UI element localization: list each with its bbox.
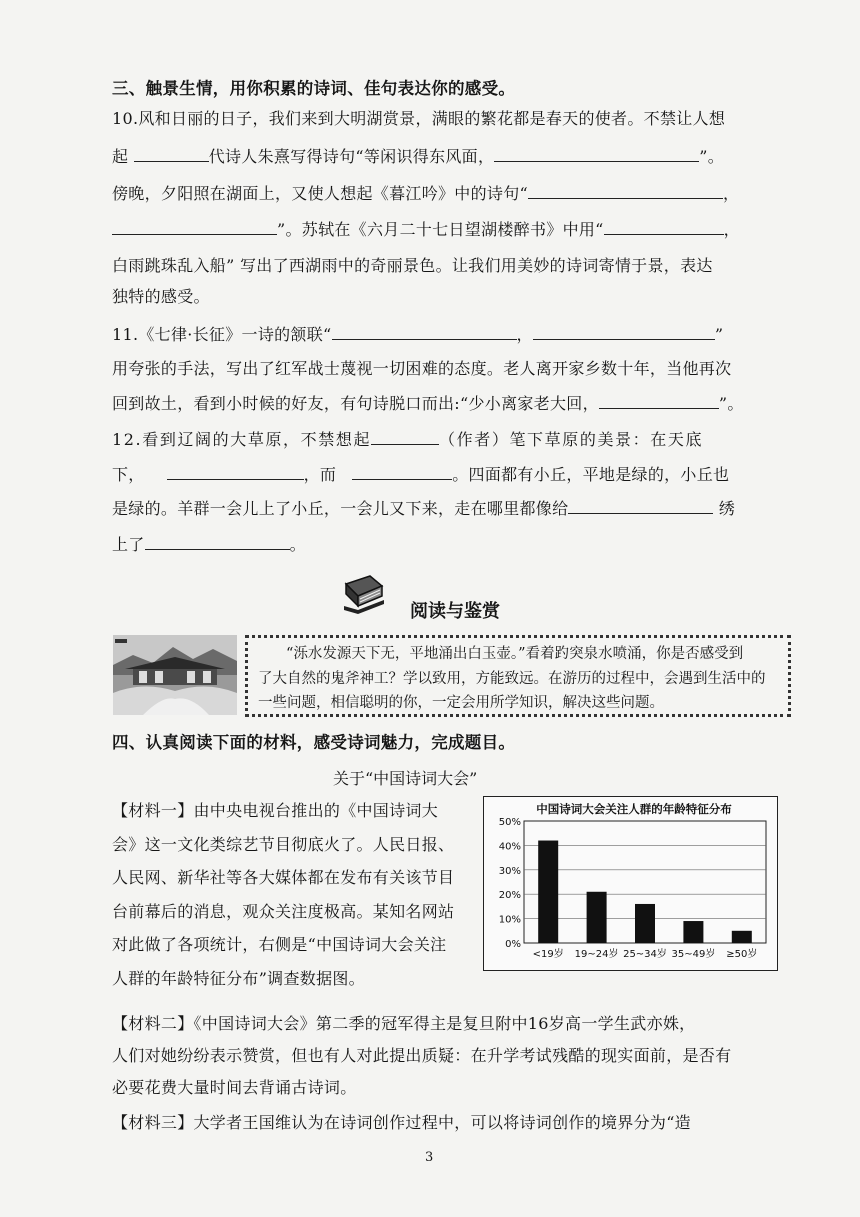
m1-line-4: 台前幕后的消息，观众关注度极高。某知名网站 <box>112 902 455 921</box>
page-number: 3 <box>425 1150 434 1165</box>
q10-line1: 10.风和日丽的日子，我们来到大明湖赏景，满眼的繁花都是春天的使者。不禁让人想 <box>112 109 726 128</box>
intro-line-3: 一些问题，相信聪明的你，一定会用所学知识，解决这些问题。 <box>258 695 664 711</box>
age-distribution-chart <box>483 796 778 971</box>
q12-line2: 下， ，而 。四面都有小丘，平地是绿的，小丘也 <box>112 465 730 484</box>
pavilion-photo <box>113 635 237 715</box>
y-tick-label: 40% <box>498 841 521 853</box>
m2-line-3: 必要花费大量时间去背诵古诗词。 <box>112 1078 357 1097</box>
blank-q10-b[interactable] <box>528 182 723 199</box>
section4-heading: 四、认真阅读下面的材料，感受诗词魅力，完成题目。 <box>112 733 516 752</box>
m1-line-3: 人民网、新华社等各大媒体都在发布有关该节目 <box>112 868 455 887</box>
m1-line-1: 【材料一】由中央电视台推出的《中国诗词大 <box>112 801 439 820</box>
q11-line3: 回到故土，看到小时候的好友，有句诗脱口而出:“少小离家老大回， ”。 <box>112 394 744 413</box>
blank-q12-a[interactable] <box>167 463 304 480</box>
section3-heading: 三、触景生情，用你积累的诗词、佳句表达你的感受。 <box>112 79 516 98</box>
book-icon <box>340 572 386 616</box>
x-tick-label: <19岁 <box>532 949 564 960</box>
q11-line2: 用夸张的手法，写出了红军战士蔑视一切困难的态度。老人离开家乡数十年，当他再次 <box>112 359 732 378</box>
blank-q10-d[interactable] <box>604 218 724 235</box>
intro-line-1: “泺水发源天下无，平地涌出白玉壶。”看着趵突泉水喷涌，你是否感受到 <box>286 646 744 662</box>
y-tick-label: 30% <box>498 865 521 877</box>
m2-line-2: 人们对她纷纷表示赞赏，但也有人对此提出质疑：在升学考试残酷的现实面前，是否有 <box>112 1046 732 1065</box>
q10-line6: 独特的感受。 <box>112 287 210 306</box>
y-tick-label: 50% <box>498 817 521 828</box>
q11-line1: 11.《七律·长征》一诗的颔联“ ， ” <box>112 325 724 344</box>
section-banner-title: 阅读与鉴赏 <box>410 601 500 622</box>
q10-line2: 起 代诗人朱熹写得诗句“等闲识得东风面， ”。 <box>112 147 725 166</box>
x-tick-label: 25~34岁 <box>623 949 667 960</box>
q10-line3: 傍晚，夕阳照在湖面上，又使人想起《暮江吟》中的诗句“ ， <box>112 184 740 203</box>
blank-author[interactable] <box>371 428 439 445</box>
m2-line-1: 【材料二】《中国诗词大会》第二季的冠军得主是复旦附中16岁高一学生武亦姝， <box>112 1014 696 1033</box>
blank-q12-c[interactable] <box>568 497 713 514</box>
blank-dynasty[interactable] <box>134 145 209 162</box>
m1-line-6: 人群的年龄特征分布”调查数据图。 <box>112 969 365 988</box>
intro-box <box>245 635 791 717</box>
m1-line-2: 会》这一文化类综艺节目彻底火了。人民日报、 <box>112 835 455 854</box>
blank-q10-c[interactable] <box>112 218 277 235</box>
q12-line4: 上了 。 <box>112 535 306 554</box>
blank-q10-a[interactable] <box>494 145 699 162</box>
blank-q11-c[interactable] <box>599 392 719 409</box>
y-tick-label: 0% <box>505 939 521 950</box>
blank-q11-a[interactable] <box>332 323 517 340</box>
y-tick-label: 10% <box>498 914 521 926</box>
x-tick-label: ≥50岁 <box>726 949 758 960</box>
bar-3 <box>635 904 655 943</box>
material-subtitle: 关于“中国诗词大会” <box>333 769 478 788</box>
q10-line4: ”。苏轼在《六月二十七日望湖楼醉书》中用“ ， <box>112 218 740 241</box>
bar-5 <box>732 931 752 943</box>
bar-1 <box>538 841 558 943</box>
y-tick-label: 20% <box>498 890 521 902</box>
intro-line-2: 了大自然的鬼斧神工？学以致用，方能致远。在游历的过程中，会遇到生活中的 <box>258 671 766 687</box>
blank-q12-b[interactable] <box>352 463 452 480</box>
m3-line-1: 【材料三】大学者王国维认为在诗词创作过程中，可以将诗词创作的境界分为“造 <box>112 1113 691 1132</box>
chart-title: 中国诗词大会关注人群的年龄特征分布 <box>536 802 732 816</box>
q12-line3: 是绿的。羊群一会儿上了小丘，一会儿又下来，走在哪里都像给 绣 <box>112 499 736 518</box>
q10-line5: 白雨跳珠乱入船” 写出了西湖雨中的奇丽景色。让我们用美妙的诗词寄情于景，表达 <box>112 256 713 275</box>
m1-line-5: 对此做了各项统计，右侧是“中国诗词大会关注 <box>112 935 447 954</box>
bar-2 <box>587 892 607 943</box>
x-tick-label: 35~49岁 <box>671 949 716 960</box>
blank-q11-b[interactable] <box>533 323 715 340</box>
x-tick-label: 19~24岁 <box>574 949 619 960</box>
blank-q12-d[interactable] <box>145 533 290 550</box>
q12-line1: 12.看到辽阔的大草原，不禁想起 （作者）笔下草原的美景：在天底 <box>112 430 704 449</box>
chart-svg <box>484 797 776 969</box>
bar-4 <box>683 921 703 943</box>
